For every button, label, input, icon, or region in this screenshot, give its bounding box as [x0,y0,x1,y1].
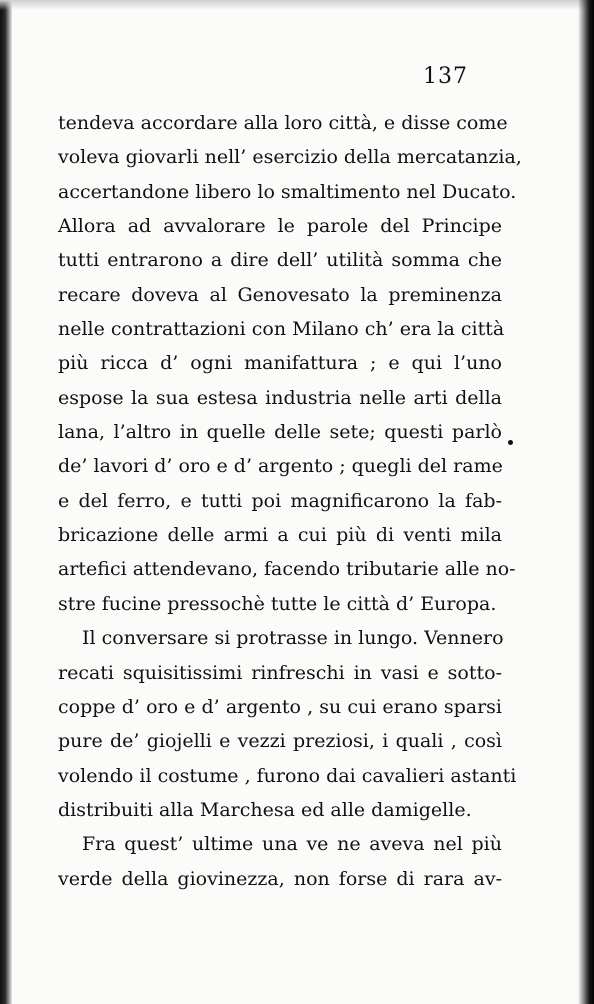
page-top-shadow [0,0,594,10]
page-number: 137 [423,64,468,89]
text-line: lana, l’altro in quelle delle sete; questi parlò [58,421,502,444]
text-line: voleva giovarli nell’ esercizio della mercatanzia, [58,146,522,169]
text-line: Fra quest’ ultime una ve ne aveva nel più [82,833,502,856]
ink-spot [508,440,513,445]
book-binding-edge [0,0,12,1004]
text-line: stre fucine pressochè tutte le città d’ Europa. [58,592,497,615]
text-line: espose la sua estesa industria nelle arti della [58,386,502,409]
text-line: più ricca d’ ogni manifattura ; e qui l’uno [58,352,502,375]
text-line: pure de’ giojelli e vezzi preziosi, i quali , così [58,730,502,753]
text-line: bricazione delle armi a cui più di venti mila [58,524,502,547]
text-line: volendo il costume , furono dai cavalieri astanti [58,764,517,787]
text-line: artefici attendevano, facendo tributarie alle no- [58,558,516,581]
text-line: verde della giovinezza, non forse di rara av- [58,867,502,890]
text-line: de’ lavori d’ oro e d’ argento ; quegli del rame [58,455,503,478]
text-line: tendeva accordare alla loro città, e disse come [58,112,508,134]
page-right-edge [578,0,594,1004]
text-line: distribuiti alla Marchesa ed alle damigelle. [58,798,472,821]
text-line: coppe d’ oro e d’ argento , su cui erano sparsi [58,695,502,718]
text-line: recati squisitissimi rinfreschi in vasi e sotto- [58,661,502,684]
text-line: recare doveva al Genovesato la preminenza [58,283,502,306]
text-line: accertandone libero lo smaltimento nel Ducato. [58,180,517,203]
text-line: e del ferro, e tutti poi magnificarono la fab- [58,489,502,512]
text-line: tutti entrarono a dire dell’ utilità somma che [58,249,502,272]
text-line: Il conversare si protrasse in lungo. Vennero [82,627,504,650]
body-text [58,106,522,896]
text-line: Allora ad avvalorare le parole del Principe [58,215,502,238]
text-line: nelle contrattazioni con Milano ch’ era la città [58,318,505,341]
